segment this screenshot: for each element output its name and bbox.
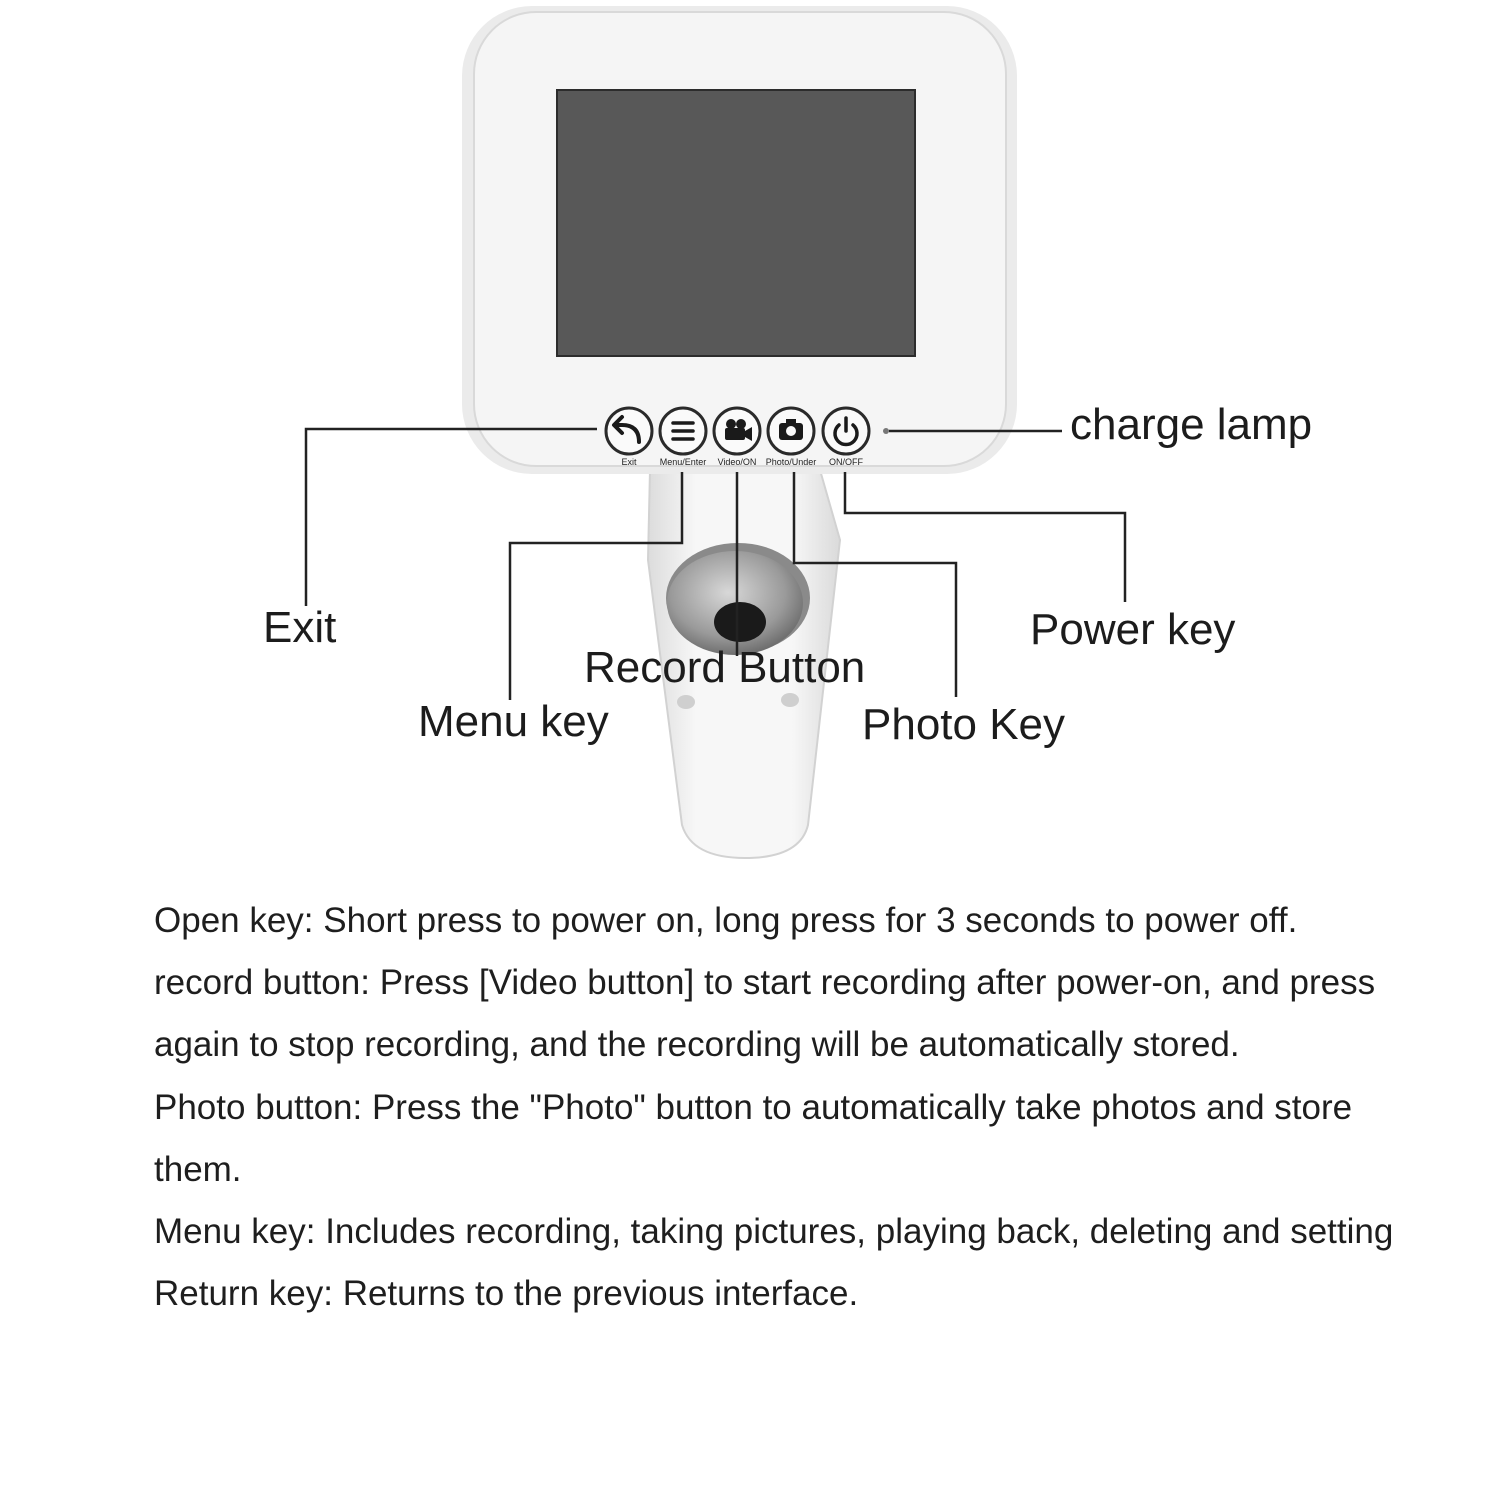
callout-power-key: Power key xyxy=(1030,605,1236,654)
menu-enter-button[interactable] xyxy=(660,408,706,454)
description-photo-button: Photo button: Press the "Photo" button to automatically take photos and store them. xyxy=(154,1087,1353,1189)
exit-button[interactable] xyxy=(606,408,652,454)
video-on-button[interactable] xyxy=(714,408,760,454)
callout-record-button: Record Button xyxy=(584,643,866,692)
description-block xyxy=(154,890,1404,1325)
button-label-menu-enter: Menu/Enter xyxy=(659,457,707,467)
description-return-key: Return key: Returns to the previous interface. xyxy=(154,1274,859,1314)
on-off-button[interactable] xyxy=(823,408,869,454)
description-record-button: record button: Press [Video button] to start recording after power-on, and press again to stop recording, and the recording will be automatically stored. xyxy=(154,963,1376,1065)
button-label-photo-under: Photo/Under xyxy=(765,457,817,467)
callout-exit: Exit xyxy=(263,603,337,652)
leader-line-power xyxy=(845,472,1125,602)
callout-charge-lamp: charge lamp xyxy=(1070,400,1313,449)
callout-menu-key: Menu key xyxy=(418,697,609,746)
description-open-key: Open key: Short press to power on, long press for 3 seconds to power off. xyxy=(154,901,1298,940)
description-menu-key: Menu key: Includes recording, taking pictures, playing back, deleting and setting xyxy=(154,1212,1394,1252)
lcd-screen xyxy=(557,90,915,356)
photo-under-button[interactable] xyxy=(768,408,814,454)
charge-lamp xyxy=(883,428,889,434)
button-label-exit: Exit xyxy=(621,457,637,467)
button-label-on-off: ON/OFF xyxy=(829,457,863,467)
button-label-video-on: Video/ON xyxy=(717,457,757,467)
callout-photo-key: Photo Key xyxy=(862,700,1066,749)
